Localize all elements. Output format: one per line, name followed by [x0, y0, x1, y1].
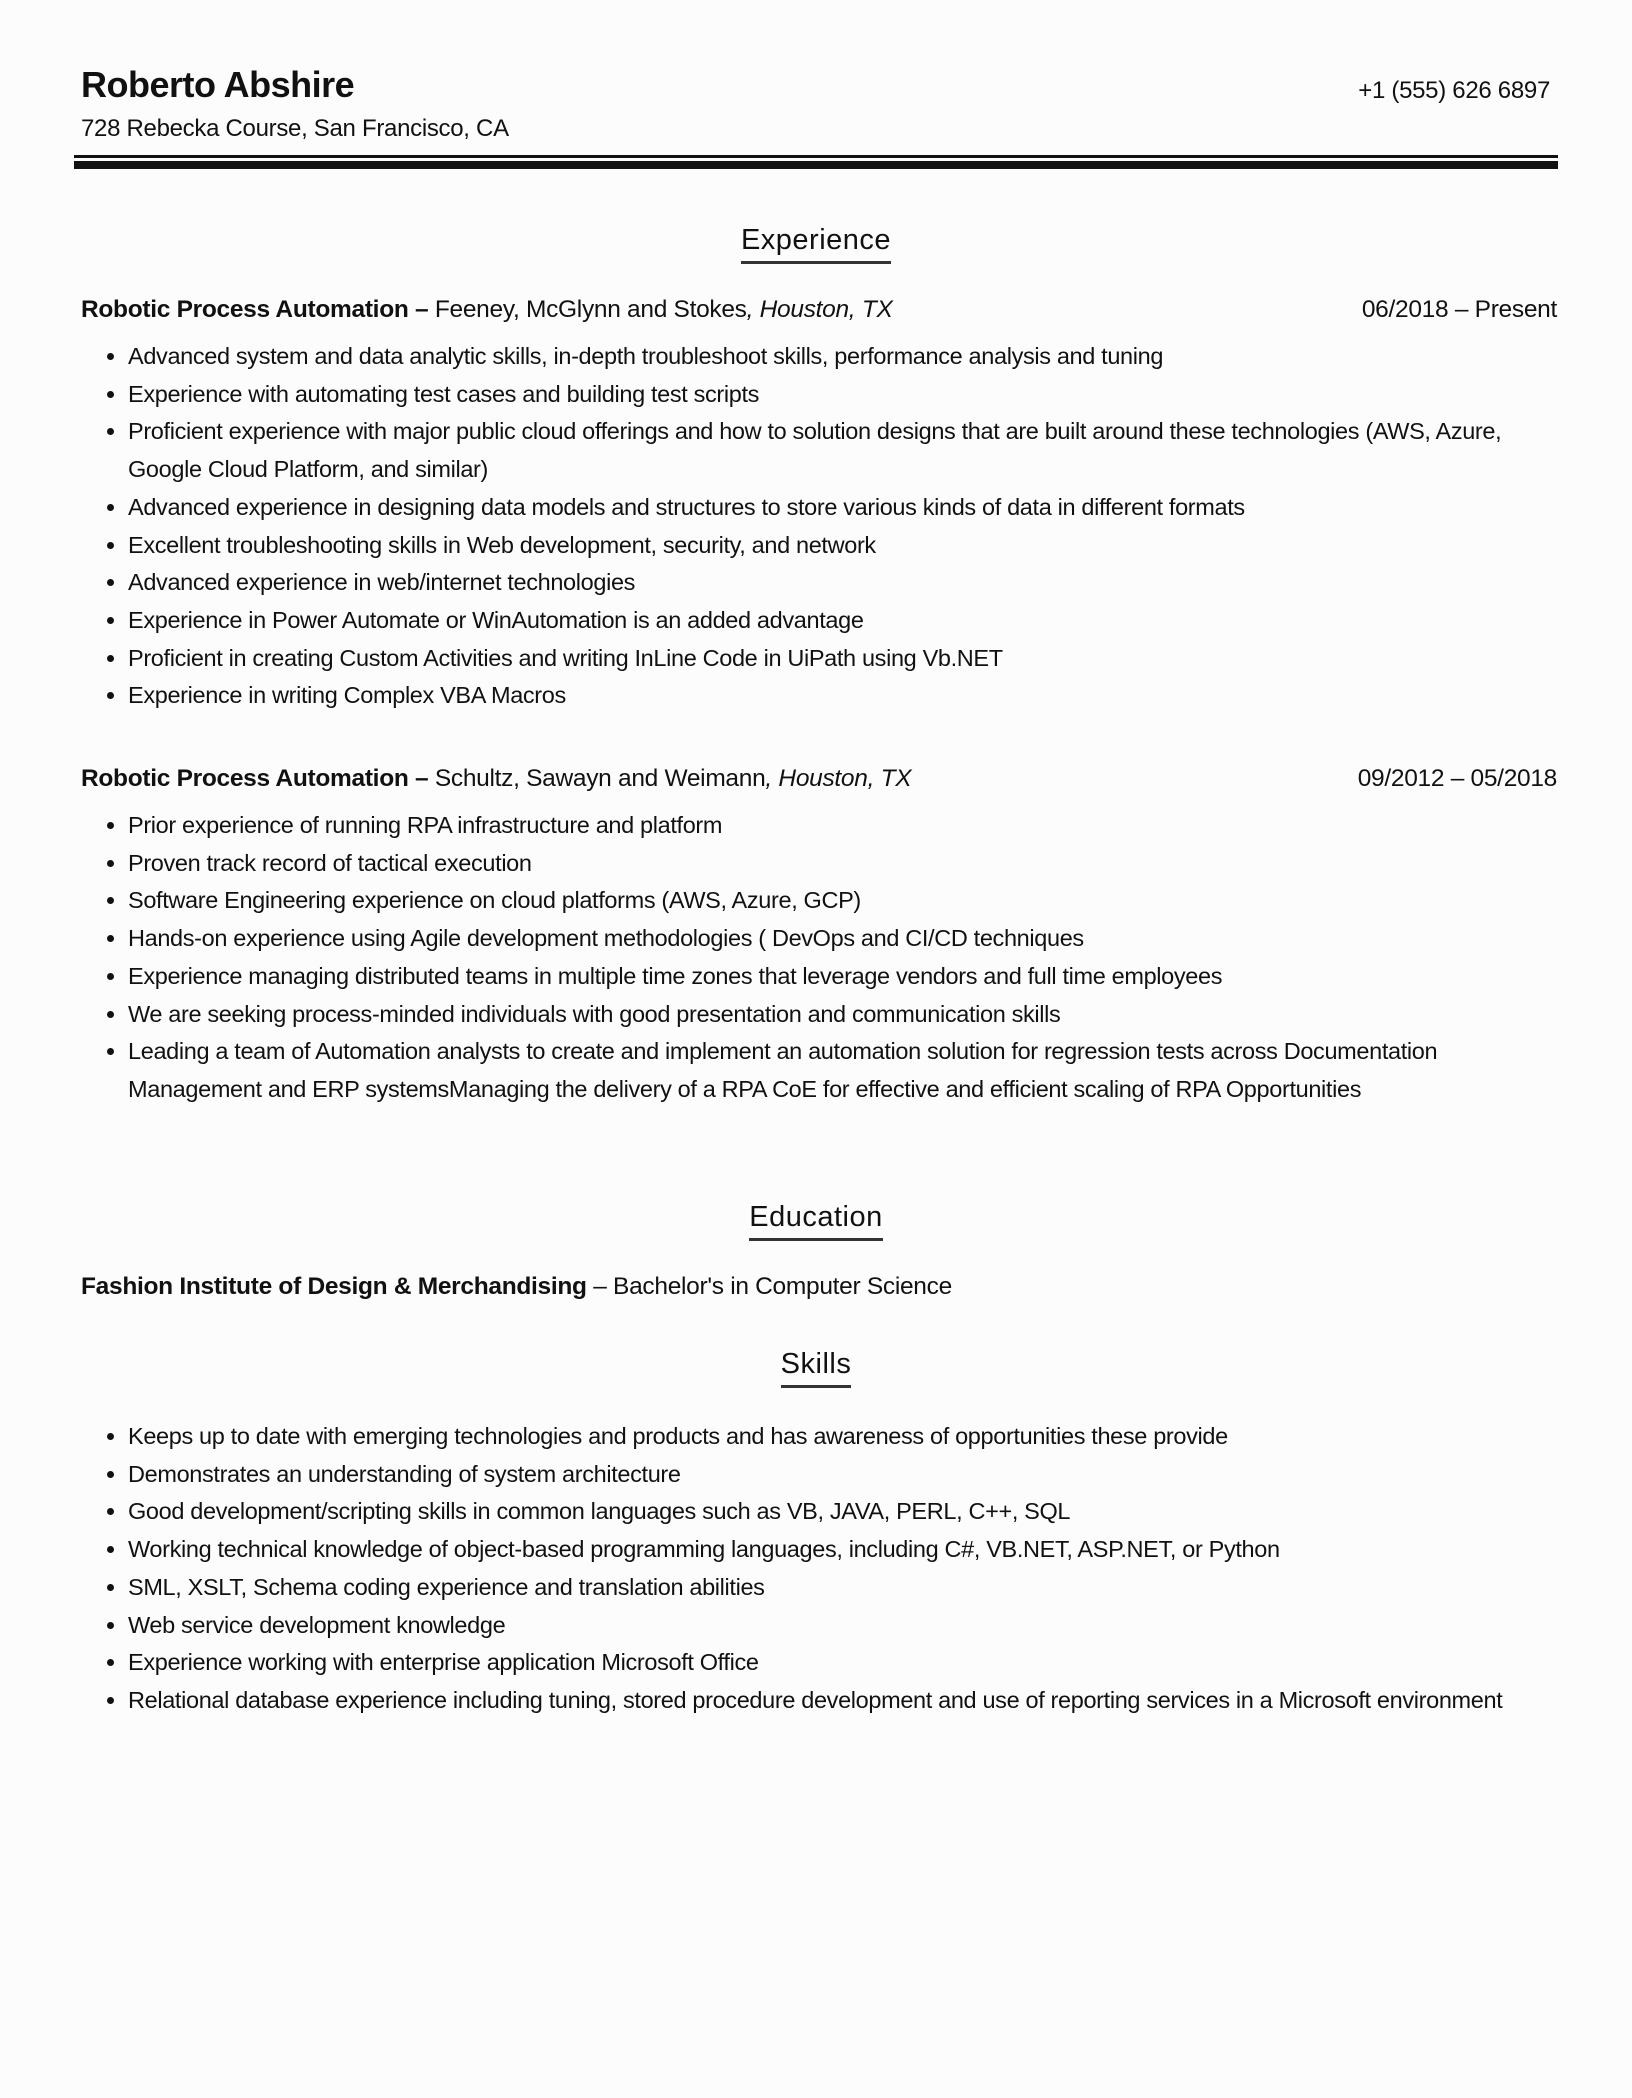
list-item: • We are seeking process-minded individuals with good presentation and communication skills	[128, 996, 1568, 1034]
list-item: • Advanced system and data analytic skills, in-depth troubleshoot skills, performance analysis and tuning	[128, 338, 1568, 376]
job-role: Robotic Process Automation –	[81, 765, 429, 792]
job-dates: 06/2018 – Present	[1361, 296, 1557, 323]
list-item: • Demonstrates an understanding of system architecture	[128, 1456, 1568, 1494]
list-item: • Leading a team of Automation analysts to create and implement an automation solution for regression tests across Documentation Management and ERP systemsManaging the delivery of a RPA CoE for effective and efficient scaling of RPA Opportunities	[128, 1033, 1568, 1108]
list-item: • Web service development knowledge	[128, 1607, 1568, 1645]
list-item: • SML, XSLT, Schema coding experience and translation abilities	[128, 1569, 1568, 1607]
experience-heading	[0, 224, 1632, 264]
job-bullets	[96, 338, 1568, 715]
list-item: • Experience in writing Complex VBA Macros	[128, 677, 1568, 715]
job-location: , Houston, TX	[746, 296, 893, 323]
list-item: • Experience in Power Automate or WinAutomation is an added advantage	[128, 602, 1568, 640]
list-item: • Software Engineering experience on cloud platforms (AWS, Azure, GCP)	[128, 882, 1568, 920]
job-header	[81, 296, 1557, 324]
candidate-phone: +1 (555) 626 6897	[1358, 77, 1550, 104]
list-item: • Proficient in creating Custom Activities and writing InLine Code in UiPath using Vb.NET	[128, 640, 1568, 678]
job-title-line	[81, 296, 893, 324]
list-item: • Proficient experience with major public cloud offerings and how to solution designs that are built around these technologies (AWS, Azure, Google Cloud Platform, and similar)	[128, 413, 1568, 488]
list-item: • Excellent troubleshooting skills in Web development, security, and network	[128, 527, 1568, 565]
job-location: , Houston, TX	[765, 765, 912, 792]
list-item: • Experience managing distributed teams in multiple time zones that leverage vendors and full time employees	[128, 958, 1568, 996]
job-title-line	[81, 765, 911, 793]
list-item: • Proven track record of tactical execution	[128, 845, 1568, 883]
list-item: • Experience with automating test cases and building test scripts	[128, 376, 1568, 414]
list-item: • Keeps up to date with emerging technologies and products and has awareness of opportunities these provide	[128, 1418, 1568, 1456]
skills-list	[96, 1418, 1568, 1720]
job-dates: 09/2012 – 05/2018	[1357, 765, 1557, 792]
job-company: Feeney, McGlynn and Stokes	[428, 296, 747, 323]
job-company: Schultz, Sawayn and Weimann	[428, 765, 766, 792]
list-item: • Relational database experience including tuning, stored procedure development and use of reporting services in a Microsoft environment	[128, 1682, 1568, 1720]
education-heading-text: Education	[749, 1201, 883, 1241]
candidate-name: Roberto Abshire	[81, 64, 355, 105]
header-rule-thick	[74, 161, 1558, 169]
list-item: • Prior experience of running RPA infrastructure and platform	[128, 807, 1568, 845]
skills-heading-text: Skills	[781, 1348, 852, 1388]
experience-heading-text: Experience	[741, 224, 891, 264]
list-item: • Working technical knowledge of object-based programming languages, including C#, VB.NET, ASP.NET, or Python	[128, 1531, 1568, 1569]
list-item: • Good development/scripting skills in common languages such as VB, JAVA, PERL, C++, SQL	[128, 1493, 1568, 1531]
job-header	[81, 765, 1557, 793]
list-item: • Advanced experience in designing data models and structures to store various kinds of data in different formats	[128, 489, 1568, 527]
degree: – Bachelor's in Computer Science	[586, 1273, 952, 1300]
list-item: • Advanced experience in web/internet technologies	[128, 564, 1568, 602]
education-entry	[81, 1273, 952, 1301]
header-rule-thin	[74, 155, 1558, 158]
education-heading	[0, 1201, 1632, 1241]
list-item: • Experience working with enterprise application Microsoft Office	[128, 1644, 1568, 1682]
school-name: Fashion Institute of Design & Merchandising	[81, 1273, 587, 1300]
job-bullets	[96, 807, 1568, 1109]
list-item: • Hands-on experience using Agile development methodologies ( DevOps and CI/CD techniques	[128, 920, 1568, 958]
job-role: Robotic Process Automation –	[81, 296, 429, 323]
candidate-address: 728 Rebecka Course, San Francisco, CA	[81, 115, 509, 142]
skills-heading	[0, 1348, 1632, 1388]
